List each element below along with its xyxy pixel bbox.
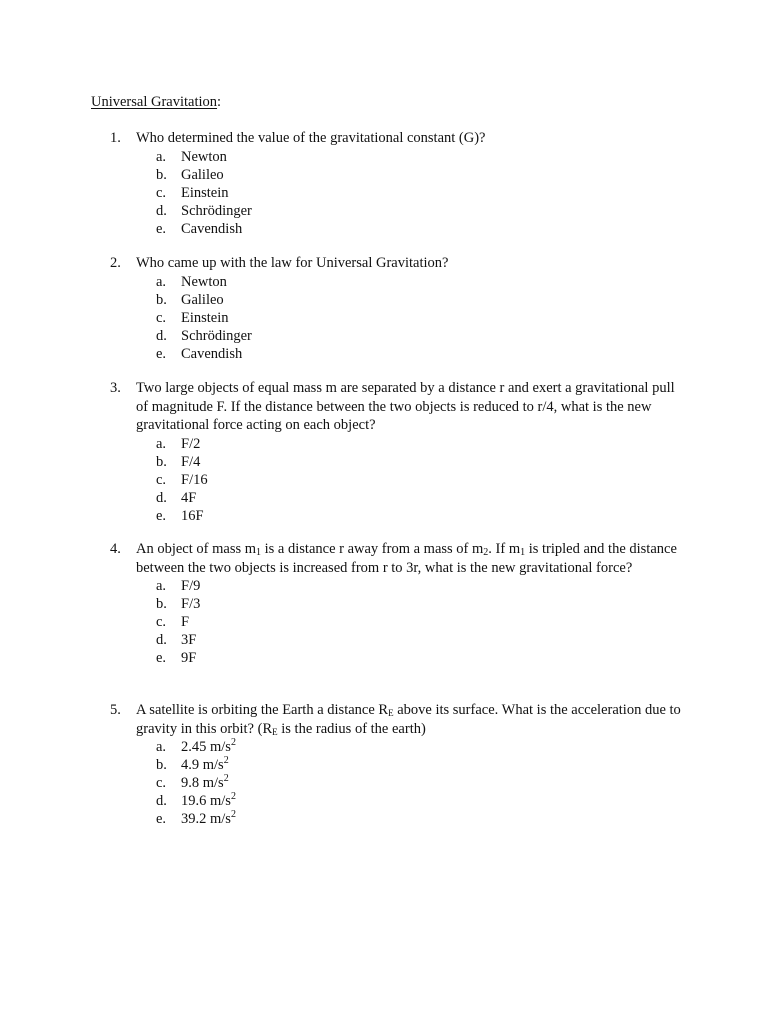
text-fragment: is tripled and the distance between the two objects is increased from r to 3r, what is the new gravitational force?: [136, 541, 677, 576]
question-3-prompt: [110, 379, 690, 435]
question-2-number: 2.: [110, 255, 121, 271]
option-letter: a.: [156, 578, 167, 594]
question-1-options: [110, 148, 690, 238]
question-4: [110, 540, 690, 667]
option-letter: c.: [156, 471, 167, 488]
question-3-number: 3.: [110, 380, 121, 396]
option: [110, 309, 690, 327]
option-letter: a.: [156, 435, 167, 452]
option: [110, 345, 690, 363]
question-2: [110, 254, 690, 363]
option-text: F/9: [181, 578, 201, 594]
question-3-text: Two large objects of equal mass m are separated by a distance r and exert a gravitational pull of magnitude F. If the distance between the two objects is reduced to r/4, what is the new gravitational force acting on each object?: [136, 380, 675, 433]
option-letter: b.: [156, 166, 167, 183]
option-text: Einstein: [181, 184, 229, 201]
option: [110, 595, 690, 613]
question-3: [110, 379, 690, 525]
option-letter: c.: [156, 614, 167, 630]
option-letter: c.: [156, 184, 167, 201]
question-4-text: [136, 540, 690, 577]
question-2-text: Who came up with the law for Universal Gravitation?: [136, 255, 449, 271]
option-text: 3F: [181, 632, 197, 648]
option: [110, 273, 690, 291]
superscript: 2: [223, 773, 229, 784]
superscript: 2: [230, 809, 236, 820]
superscript: 2: [223, 755, 229, 766]
option-letter: e.: [156, 507, 167, 524]
question-1-prompt: [110, 129, 690, 148]
option-text: Newton: [181, 273, 227, 290]
option-text: Schrödinger: [181, 202, 252, 219]
option-text: F/4: [181, 453, 201, 470]
question-5-text: [136, 701, 690, 738]
worksheet-title: [91, 93, 221, 111]
option-text: F/16: [181, 471, 208, 488]
option: [110, 220, 690, 238]
question-1: [110, 129, 690, 238]
option: [110, 453, 690, 471]
text-fragment: . If m: [488, 541, 521, 557]
option: [110, 327, 690, 345]
question-5-number: 5.: [110, 702, 121, 718]
option-letter: c.: [156, 309, 167, 326]
option-letter: d.: [156, 327, 167, 344]
option: [110, 166, 690, 184]
option-text: Schrödinger: [181, 327, 252, 344]
option: [110, 810, 690, 828]
subscript: 2: [483, 547, 489, 558]
option: [110, 738, 690, 756]
worksheet-title-colon: :: [217, 94, 222, 110]
option-text: 2.45 m/s: [181, 739, 231, 755]
option-letter: b.: [156, 453, 167, 470]
option-letter: b.: [156, 596, 167, 612]
option-text: 4F: [181, 489, 197, 506]
option-letter: c.: [156, 775, 167, 791]
option: [110, 649, 690, 667]
text-fragment: An object of mass m: [136, 541, 257, 557]
option-letter: b.: [156, 757, 167, 773]
option-text: Einstein: [181, 309, 229, 326]
option-text: F/3: [181, 596, 201, 612]
option-letter: d.: [156, 793, 167, 809]
text-fragment: A satellite is orbiting the Earth a distance R: [136, 702, 389, 718]
option-text: 4.9 m/s: [181, 757, 224, 773]
option-text: Galileo: [181, 166, 224, 183]
option-letter: d.: [156, 489, 167, 506]
text-fragment: is a distance r away from a mass of m: [261, 541, 484, 557]
option-text: F/2: [181, 435, 201, 452]
option-letter: e.: [156, 650, 167, 666]
question-1-text: Who determined the value of the gravitational constant (G)?: [136, 130, 486, 146]
option: [110, 435, 690, 453]
question-1-number: 1.: [110, 130, 121, 146]
superscript: 2: [230, 737, 236, 748]
option-text: Cavendish: [181, 345, 243, 362]
option-text: Cavendish: [181, 220, 243, 237]
question-2-options: [110, 273, 690, 363]
option-letter: e.: [156, 220, 167, 237]
text-fragment: is the radius of the earth): [277, 720, 426, 737]
subscript: E: [388, 708, 394, 718]
option-letter: d.: [156, 202, 167, 219]
option: [110, 202, 690, 220]
option: [110, 148, 690, 166]
option: [110, 613, 690, 631]
question-5: [110, 701, 690, 828]
option-text: 19.6 m/s: [181, 793, 231, 809]
question-4-number: 4.: [110, 541, 121, 557]
option-text: 9.8 m/s: [181, 775, 224, 791]
question-4-options: [110, 577, 690, 667]
option-letter: b.: [156, 291, 167, 308]
option-text: 16F: [181, 507, 204, 524]
option-text: F: [181, 614, 190, 630]
option: [110, 792, 690, 810]
option-letter: a.: [156, 739, 167, 755]
option: [110, 471, 690, 489]
option: [110, 756, 690, 774]
option-text: Galileo: [181, 291, 224, 308]
option-text: 9F: [181, 650, 197, 666]
option: [110, 184, 690, 202]
option: [110, 291, 690, 309]
option: [110, 507, 690, 525]
option: [110, 631, 690, 649]
question-2-prompt: [110, 254, 690, 273]
option-text: Newton: [181, 148, 227, 165]
option-letter: e.: [156, 345, 167, 362]
option-letter: d.: [156, 632, 167, 648]
question-3-options: [110, 435, 690, 525]
option-letter: a.: [156, 148, 167, 165]
question-5-options: [110, 738, 690, 828]
superscript: 2: [230, 791, 236, 802]
subscript: 1: [520, 547, 526, 558]
option-text: 39.2 m/s: [181, 811, 231, 827]
text-fragment: above its surface. What is the acceleration due to gravity in this orbit? (R: [136, 702, 681, 737]
option: [110, 577, 690, 595]
option: [110, 774, 690, 792]
option-letter: e.: [156, 811, 167, 827]
worksheet-title-text: Universal Gravitation: [91, 94, 218, 110]
option-letter: a.: [156, 273, 167, 290]
question-4-prompt: [110, 540, 690, 577]
question-5-prompt: [110, 701, 690, 738]
subscript: E: [272, 726, 278, 737]
subscript: 1: [256, 547, 262, 558]
option: [110, 489, 690, 507]
